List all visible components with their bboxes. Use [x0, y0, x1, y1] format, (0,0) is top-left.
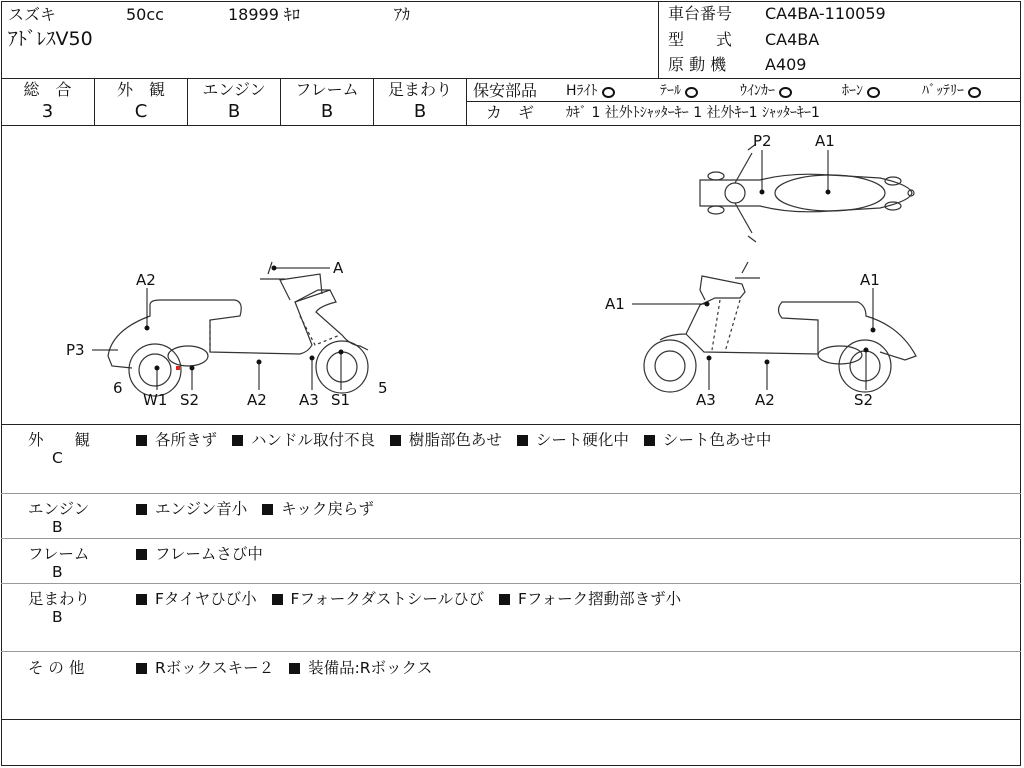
label-5: 5	[378, 379, 388, 397]
grade-suspension-label: 足まわり	[387, 80, 452, 99]
label-6: 6	[113, 379, 123, 397]
key-list: ｶｷﾞ 1 社外ﾄｼｬｯﾀｰｷｰ 1 社外ｷｰ1 ｼｬｯﾀｰｷｰ1	[566, 105, 820, 121]
grade-exterior-label: 外 観	[116, 80, 165, 99]
remark-engine-title: エンジン	[28, 500, 90, 518]
label-p2: P2	[753, 132, 772, 150]
scooter-top-view	[700, 144, 914, 242]
header-divider	[658, 1, 659, 79]
frame-no-label: 車台番号	[668, 4, 733, 23]
remark-frame-grade: B	[52, 563, 63, 581]
label-a2-right: A2	[755, 391, 775, 409]
label-a2-upper: A2	[136, 271, 156, 289]
label-s2-right: S2	[854, 391, 874, 409]
grade-engine-label: エンジン	[202, 80, 266, 99]
grade-suspension: B	[413, 101, 427, 122]
ok-mark-icon	[779, 87, 792, 98]
header-bottom-rule	[1, 78, 1021, 79]
model-name: ｱﾄﾞﾚｽV50	[8, 28, 93, 50]
ok-mark-icon	[968, 87, 981, 98]
label-a2-left: A2	[247, 391, 267, 409]
type-label: 型 式	[668, 30, 733, 49]
safety-item-headlight: Hﾗｲﾄ	[566, 82, 615, 100]
grade-overall-label: 総 合	[23, 80, 72, 99]
label-a3-right: A3	[696, 391, 716, 409]
remark-exterior-list: 各所きず ハンドル取付不良 樹脂部色あせ シート硬化中 シート色あせ中	[136, 428, 781, 450]
damage-mark	[176, 366, 180, 370]
frame-no: CA4BA-110059	[765, 4, 886, 23]
grade-exterior: C	[134, 101, 148, 122]
scooter-diagram	[0, 126, 1024, 424]
remark-divider	[1, 583, 1021, 584]
label-s1: S1	[331, 391, 351, 409]
label-p3: P3	[66, 341, 85, 359]
remark-divider	[1, 538, 1021, 539]
safety-item-taillight: ﾃｰﾙ	[660, 82, 698, 100]
remark-frame-list: フレームさび中	[136, 542, 273, 564]
engine-code-label: 原 動 機	[668, 55, 727, 74]
remark-divider	[1, 651, 1021, 652]
grade-frame-label: フレーム	[295, 80, 359, 99]
label-a: A	[333, 259, 344, 277]
remark-frame-title: フレーム	[28, 545, 90, 563]
label-s2-left: S2	[180, 391, 200, 409]
remark-exterior-title: 外 観	[28, 431, 91, 449]
safety-divider	[467, 101, 1021, 102]
label-a1-rear: A1	[860, 271, 880, 289]
safety-item-battery: ﾊﾞｯﾃﾘｰ	[922, 82, 981, 100]
body-color: ｱｶ	[394, 5, 411, 24]
remark-suspension-title: 足まわり	[28, 590, 91, 608]
label-w1: W1	[143, 391, 168, 409]
remark-engine-list: エンジン音小 キック戻らず	[136, 497, 384, 519]
label-a1-side: A1	[605, 295, 625, 313]
remark-exterior-grade: C	[52, 449, 63, 467]
remark-engine-grade: B	[52, 518, 63, 536]
grade-overall: 3	[41, 101, 54, 122]
engine-code: A409	[765, 55, 807, 74]
remark-suspension-list: Fタイヤひび小 Fフォークダストシールひび Fフォーク摺動部きず小	[136, 587, 691, 609]
grade-frame: B	[320, 101, 334, 122]
model-type: CA4BA	[765, 30, 820, 49]
maker: スズキ	[8, 5, 57, 24]
safety-item-winker: ｳｲﾝｶｰ	[740, 82, 792, 100]
grade-engine: B	[227, 101, 241, 122]
remark-bottom-rule	[1, 719, 1021, 720]
remark-other-list: Rボックスキー２ 装備品:Rボックス	[136, 656, 442, 678]
ok-mark-icon	[685, 87, 698, 98]
remark-divider	[1, 493, 1021, 494]
ok-mark-icon	[867, 87, 880, 98]
label-a3-left: A3	[299, 391, 319, 409]
safety-label: 保安部品	[473, 81, 538, 100]
remark-other-title: そ の 他	[28, 659, 85, 677]
displacement: 50cc	[126, 5, 164, 24]
safety-item-horn: ﾎｰﾝ	[842, 82, 880, 100]
mileage: 18999 ｷﾛ	[228, 5, 300, 24]
remark-suspension-grade: B	[52, 608, 63, 626]
ok-mark-icon	[602, 87, 615, 98]
label-a1-top: A1	[815, 132, 835, 150]
diagram-bottom-rule	[1, 424, 1021, 425]
key-label: カ ギ	[486, 103, 535, 122]
